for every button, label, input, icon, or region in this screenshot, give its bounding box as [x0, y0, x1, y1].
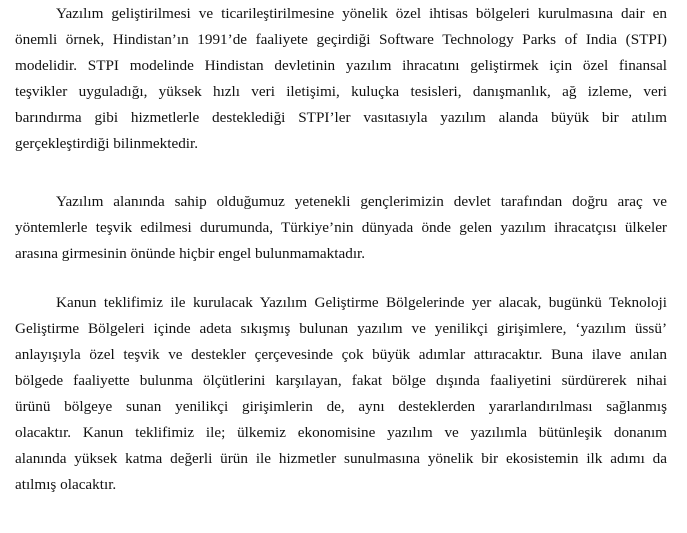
text-line: teşvikler uyguladığı, yüksek hızlı veri iletişimi, kuluçka tesisleri, danışmanlık, ağ izleme, veri — [15, 83, 667, 100]
text-line: modelidir. STPI modelinde Hindistan devletinin yazılım ihracatını geliştirmek için özel finansal — [15, 57, 667, 74]
text-line: Yazılım alanında sahip olduğumuz yetenekli gençlerimizin devlet tarafından doğru araç ve — [56, 193, 667, 210]
text-line: anlayışıyla özel teşvik ve destekler çerçevesinde çok büyük adımlar attıracaktır. Buna ilave anılan — [15, 346, 667, 363]
text-line: Yazılım geliştirilmesi ve ticarileştirilmesine yönelik özel ihtisas bölgeleri kurulmasına dair en — [56, 5, 667, 22]
text-line: olacaktır. Kanun teklifimiz ile; ülkemiz ekonomisine yazılım ve yazılımla bütünleşik donanım — [15, 424, 667, 441]
text-line: atılmış olacaktır. — [15, 476, 117, 493]
text-line: gerçekleştirdiği bilinmektedir. — [15, 135, 199, 152]
text-line: önemli örnek, Hindistan’ın 1991’de faaliyete geçirdiği Software Technology Parks of India (STPI) — [15, 31, 667, 48]
text-line: Geliştirme Bölgeleri içinde adeta sıkışmış bulunan yazılım ve yenilikçi girişimlere, ‘yazılım üssü’ — [15, 320, 667, 337]
text-line: ürünü bölgeye sunan yenilikçi girişimlerin de, aynı desteklerden yararlandırılması sağlanmış — [15, 398, 667, 415]
text-line: barındırma gibi hizmetlerle desteklediği STPI’ler vasıtasıyla yazılım alanda büyük bir atılım — [15, 109, 667, 126]
text-line: alanında yüksek katma değerli ürün ile hizmetler sunulmasına yönelik bir ekosistemin ilk adımı da — [15, 450, 667, 467]
text-line: yöntemlerle teşvik edilmesi durumunda, Türkiye’nin dünyada önde gelen yazılım ihracatçısı ülkeler — [15, 219, 667, 236]
text-line: bölgede faaliyette bulunma ölçütlerini karşılayan, fakat bölge dışında faaliyetini sürdürerek nihai — [15, 372, 667, 389]
text-line: arasına girmesinin önünde hiçbir engel bulunmamaktadır. — [15, 245, 366, 262]
text-line: Kanun teklifimiz ile kurulacak Yazılım Geliştirme Bölgelerinde yer alacak, bugünkü Teknoloji — [56, 294, 667, 311]
